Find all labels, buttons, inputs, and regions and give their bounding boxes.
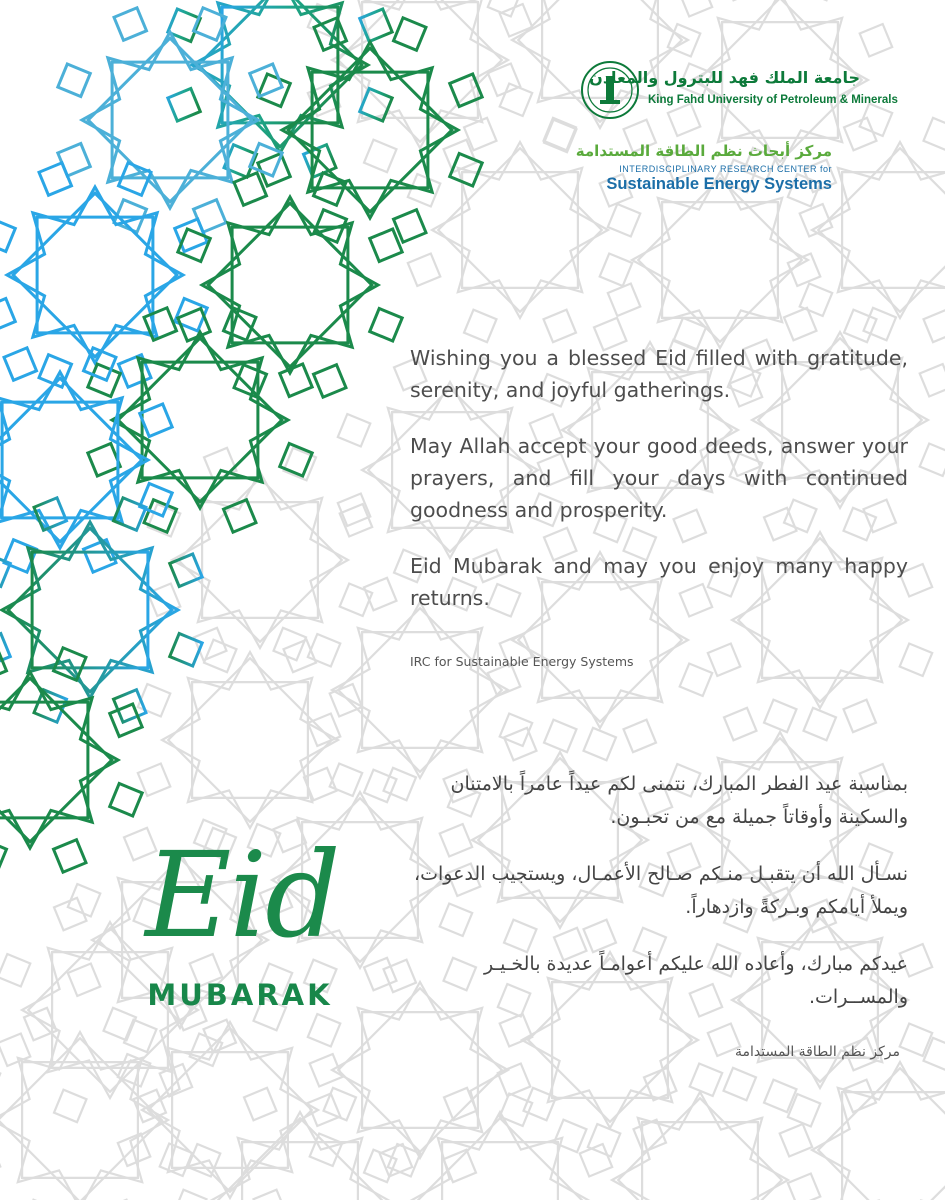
center-name-line1: INTERDISCIPLINARY RESEARCH CENTER for: [619, 164, 832, 174]
english-paragraph-3: Eid Mubarak and may you enjoy many happy returns.: [410, 554, 908, 610]
arabic-message: [395, 768, 908, 1038]
grey-rosette: [138, 628, 362, 852]
arabic-paragraph-1: بمناسبة عيد الفطر المبارك، نتمنى لكم عيداً عامراً بالامتنان والسكينة وأوقاتاً جميلة مع من تحبـون.: [450, 773, 908, 828]
center-name-arabic: مركز أبحاث نظم الطاقة المستدامة: [575, 142, 832, 160]
grey-rosette: [788, 1038, 945, 1200]
english-signature: IRC for Sustainable Energy Systems: [410, 654, 634, 669]
center-name-line2: Sustainable Energy Systems: [606, 175, 832, 193]
arabic-paragraph-2: نسـأل الله أن يتقبـل منـكم صـالح الأعمـال، ويستجيب الدعوات، ويملأ أيامكم وبـركةً وازدهاراً.: [414, 863, 908, 918]
irc-logo: [575, 142, 832, 194]
color-rosette: [0, 348, 172, 572]
arabic-paragraph-3: عيدكم مبارك، وأعاده الله عليكم أعوامـاً عديدة بالخـيـر والمســرات.: [484, 953, 908, 1008]
mubarak-title: MUBARAK: [147, 978, 333, 1012]
grey-rosette: [388, 1088, 612, 1200]
eid-script-title: Eid: [145, 826, 339, 964]
university-name-arabic: جامعة الملك فهد للبترول والمعادن: [589, 68, 860, 87]
arabic-signature: مركز نظم الطاقة المستدامة: [735, 1044, 900, 1060]
english-paragraph-2: May Allah accept your good deeds, answer your prayers, and fill your days with continued goodness and prosperity.: [410, 434, 908, 522]
kfupm-logo: [580, 60, 898, 120]
english-paragraph-1: Wishing you a blessed Eid filled with gratitude, serenity, and joyful gatherings.: [410, 346, 908, 402]
english-message: [410, 342, 908, 638]
grey-rosette: [588, 1068, 812, 1200]
university-name-english: King Fahd University of Petroleum & Minerals: [648, 94, 898, 106]
